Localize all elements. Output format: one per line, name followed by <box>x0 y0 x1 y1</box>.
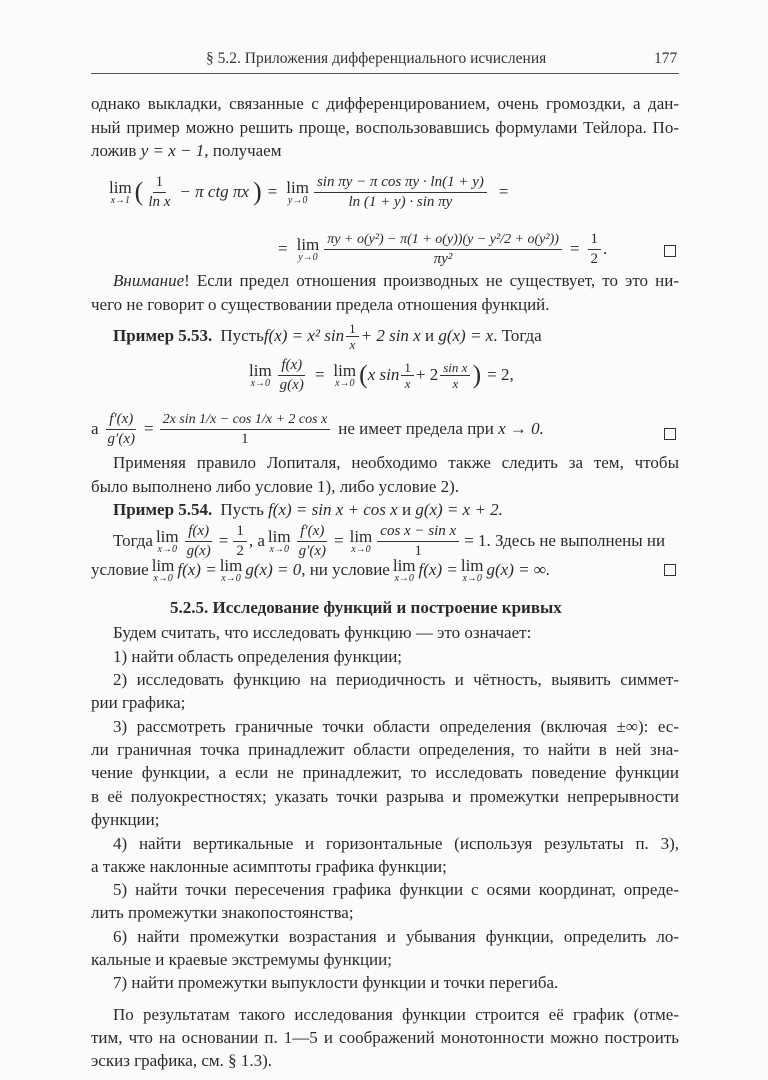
equation-limit-ratio <box>246 354 514 396</box>
denominator: g′(x) <box>298 542 327 559</box>
text: ложив <box>91 141 141 160</box>
lim-subscript: x→0 <box>157 543 177 555</box>
list-item: 4) найти вертикальные и горизонтальные (используя результаты п. 3), <box>113 834 679 853</box>
math-inline: f(x) = <box>177 560 217 579</box>
denominator: g(x) <box>186 542 211 559</box>
lim-subscript: x→0 <box>335 377 355 389</box>
denominator: 2 <box>590 250 599 267</box>
numerator: sin πy − π cos πy · ln(1 + y) <box>314 174 487 193</box>
lim-subscript: x→0 <box>394 572 414 584</box>
denominator: 1 <box>414 542 422 559</box>
fraction <box>346 322 359 351</box>
equals-sign: = <box>267 182 278 201</box>
fraction <box>233 523 247 560</box>
fraction <box>184 523 214 560</box>
limit <box>156 528 179 555</box>
math-inline: g(x) = x <box>438 326 494 345</box>
numerator: f′(x) <box>106 411 136 430</box>
header-rule <box>91 73 679 74</box>
numerator: 2x sin 1/x − cos 1/x + 2 cos x <box>160 411 331 430</box>
list-item: 6) найти промежутки возрастания и убывания функции, определить ло- <box>113 927 679 946</box>
fraction <box>277 357 307 394</box>
text: и <box>420 326 439 345</box>
limit <box>152 557 175 584</box>
left-paren: ( <box>359 360 368 389</box>
denominator: x <box>349 336 356 352</box>
lim-subscript: x→0 <box>351 543 371 555</box>
lim-text: lim <box>109 177 132 197</box>
fraction <box>314 174 487 211</box>
text: , получаем <box>204 141 282 160</box>
math-inline: f(x) = <box>418 560 458 579</box>
numerator: f′(x) <box>297 523 327 542</box>
qed-square-icon <box>664 564 676 576</box>
lim-subscript: x→0 <box>269 543 289 555</box>
lim-text: lim <box>155 526 179 546</box>
lim-text: lim <box>151 555 175 575</box>
numerator: πy + o(y²) − π(1 + o(y))(y − y²/2 + o(y²)) <box>324 231 562 250</box>
limit <box>286 179 309 206</box>
list-item: 2) исследовать функцию на периодичность и чётность, выявить симмет- <box>113 670 679 689</box>
fraction <box>160 411 331 448</box>
right-paren: ) <box>253 177 262 206</box>
denominator: x <box>404 375 411 391</box>
equation-1 <box>106 170 508 214</box>
math-inline: + 2 sin x <box>360 326 421 345</box>
list-item-continuation: ли граничная точка принадлежит области определения, то найти в ней зна- <box>91 740 679 759</box>
qed-square-icon <box>664 428 676 440</box>
math-term: − π ctg πx <box>179 182 249 201</box>
list-item-continuation: рии графика; <box>91 693 186 712</box>
section-heading: 5.2.5. Исследование функций и построение кривых <box>170 598 562 617</box>
limit <box>249 362 272 389</box>
numerator: 1 <box>153 174 167 193</box>
running-header-title: § 5.2. Приложения дифференциального исчисления <box>206 50 547 67</box>
list-item-continuation: функции; <box>91 810 160 829</box>
fraction <box>145 174 173 211</box>
equals-sign: = <box>569 239 580 258</box>
equals-sign: = <box>278 239 288 258</box>
text: а <box>91 419 99 438</box>
math-inline: f(x) = sin x + cos x <box>268 500 398 519</box>
fraction <box>440 361 470 390</box>
numerator: 1 <box>401 361 414 376</box>
numerator: 1 <box>588 231 602 250</box>
text: , ни условие <box>301 560 390 579</box>
text-line <box>91 140 679 162</box>
text: = 1. Здесь не выполнены ни <box>464 531 666 550</box>
list-item-continuation: а также наклонные асимптоты графика функции; <box>91 857 447 876</box>
fraction <box>588 231 602 268</box>
text: и <box>397 500 416 519</box>
numerator: 1 <box>346 322 359 337</box>
limit <box>393 557 416 584</box>
page-number: 177 <box>654 50 678 67</box>
italic-word: Внимание <box>113 271 185 290</box>
math-inline: g(x) = x + 2. <box>415 500 503 519</box>
text: ! Если предел отношения производных не существует, то это ни- <box>184 271 679 290</box>
list-item-continuation: лить промежутки знакопостоянства; <box>91 903 354 922</box>
fraction <box>324 231 562 268</box>
math-inline: + 2 <box>415 365 439 384</box>
list-item: 5) найти точки пересечения графика функции с осями координат, опреде- <box>113 880 679 899</box>
denominator: 2 <box>236 542 244 559</box>
list-item: 1) найти область определения функции; <box>113 647 403 666</box>
text-line: ный пример можно решить проще, воспользовавшись формулами Тейлора. По- <box>91 118 679 137</box>
denominator: ln (1 + y) · sin πy <box>348 193 453 210</box>
lim-text: lim <box>296 234 320 254</box>
fraction <box>377 523 459 560</box>
denominator: ln x <box>148 193 171 210</box>
text-line: тим, что на основании п. 1—5 и соображений монотонности можно построить <box>91 1028 679 1047</box>
lim-subscript: x→0 <box>153 572 173 584</box>
math-inline: x → 0. <box>498 419 544 438</box>
lim-subscript: x→0 <box>221 572 241 584</box>
math-inline: y = x − 1 <box>140 141 205 160</box>
numerator: sin x <box>440 361 470 376</box>
text-line: Применяя правило Лопиталя, необходимо также следить за тем, чтобы <box>113 453 679 472</box>
lim-subscript: y→0 <box>298 251 318 263</box>
fraction <box>296 523 329 560</box>
derivative-ratio-line <box>91 404 544 454</box>
math-inline: = 2, <box>487 365 514 384</box>
list-item-continuation: кальные и краевые экстремумы функции; <box>91 950 392 969</box>
fraction <box>401 361 414 390</box>
example-label: Пример 5.53. <box>113 326 213 345</box>
limit <box>350 528 373 555</box>
numerator: 1 <box>233 523 247 542</box>
equals-sign: = <box>314 365 325 384</box>
text-line <box>113 270 679 292</box>
limit <box>220 557 243 584</box>
example-5-53-statement <box>113 320 542 352</box>
math-inline: g(x) = ∞. <box>486 560 551 579</box>
equals-sign: = <box>143 419 154 438</box>
lim-text: lim <box>349 526 373 546</box>
qed-square-icon <box>664 245 676 257</box>
denominator: πy² <box>433 250 453 267</box>
numerator: f(x) <box>278 357 305 376</box>
equals-sign: = <box>218 531 229 550</box>
text-line: По результатам такого исследования функции строится её график (отме- <box>113 1005 679 1024</box>
right-paren: ) <box>472 360 482 389</box>
text-line: чего не говорит о существовании предела отношения функций. <box>91 295 550 314</box>
numerator: f(x) <box>185 523 212 542</box>
lim-text: lim <box>249 360 272 380</box>
text: не имеет предела при <box>338 419 499 438</box>
left-paren: ( <box>134 177 144 206</box>
lim-text: lim <box>286 177 309 197</box>
denominator: g(x) <box>279 376 304 393</box>
denominator: x <box>452 375 459 391</box>
list-item-continuation: в её полуокрестностях; указать точки разрыва и промежутки непрерывности <box>91 787 679 806</box>
limit <box>461 557 484 584</box>
lim-subscript: x→1 <box>110 194 131 206</box>
numerator: cos x − sin x <box>377 523 459 542</box>
period: . <box>603 239 608 258</box>
lim-text: lim <box>333 360 357 380</box>
denominator: 1 <box>241 430 249 447</box>
list-item: 7) найти промежутки выпуклости функции и точки перегиба. <box>113 973 559 992</box>
lim-subscript: x→0 <box>462 572 482 584</box>
text: . Тогда <box>493 326 542 345</box>
list-item: 3) рассмотреть граничные точки области определения (включая ±∞): ес- <box>113 717 679 736</box>
fraction <box>105 411 138 448</box>
denominator: g′(x) <box>107 430 135 447</box>
math-inline: g(x) = 0 <box>245 560 302 579</box>
lim-subscript: x→0 <box>250 377 271 389</box>
text: , а <box>248 531 265 550</box>
text-line: Будем считать, что исследовать функцию — это означает: <box>113 623 532 642</box>
example-5-54-conditions <box>91 557 550 583</box>
text: Пусть <box>220 500 269 519</box>
lim-text: lim <box>392 555 416 575</box>
lim-text: lim <box>219 555 243 575</box>
text: Тогда <box>113 531 153 550</box>
text-line: эскиз графика, см. § 1.3). <box>91 1051 273 1070</box>
equals-sign: = <box>334 531 344 550</box>
limit <box>333 362 356 389</box>
text-line: однако выкладки, связанные с дифференцированием, очень громоздки, а дан- <box>91 94 679 113</box>
example-5-54-statement <box>113 498 503 522</box>
limit <box>268 528 291 555</box>
limit <box>297 236 320 263</box>
text: Пусть <box>220 326 264 345</box>
text: условие <box>91 560 149 579</box>
list-item-continuation: чение функции, а если не принадлежит, то исследовать поведение функции <box>91 763 679 782</box>
text-line: было выполнено либо условие 1), либо условие 2). <box>91 477 460 496</box>
example-label: Пример 5.54. <box>113 500 213 519</box>
equation-2 <box>278 224 607 274</box>
limit <box>109 179 132 206</box>
lim-subscript: y→0 <box>287 194 308 206</box>
equals-sign: = <box>498 182 509 201</box>
math-inline: f(x) = x² sin <box>263 326 345 345</box>
lim-text: lim <box>267 526 291 546</box>
example-5-54-limits <box>113 522 665 560</box>
math-inline: x sin <box>367 365 400 384</box>
lim-text: lim <box>460 555 484 575</box>
